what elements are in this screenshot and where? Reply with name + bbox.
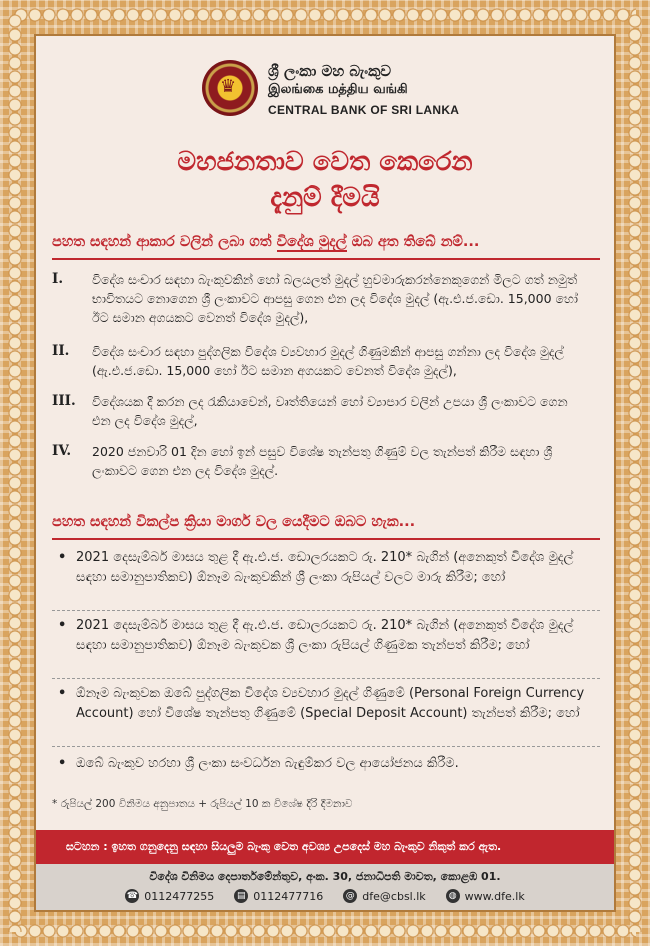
email-contact[interactable]: [343, 889, 425, 903]
bank-name-block: [268, 62, 459, 117]
notice-panel: [34, 34, 616, 912]
list-item-text: 2021 දෙසැම්බර් මාසය තුළ දී ඇ.එ.ජ. ඩොලරයකට රු. 210* බැගින් (අනෙකුත් විදේශ මුදල් සඳහා සමානුපාතිකව) ඕනෑම බැංකුවකින් ශ්‍රී ලංකා රුපියල් වලට මාරු කිරීම; හෝ: [76, 550, 574, 585]
department-address: විදේශ විනිමය දෙපාර්තමේන්තුව, අංක. 30, ජනාධිපති මාවත, කොළඹ 01.: [149, 870, 501, 883]
website-link[interactable]: www.dfe.lk: [464, 889, 525, 903]
email-icon: @: [343, 889, 357, 903]
bullet-icon: •: [58, 756, 67, 771]
section1-heading-highlight: විදේශ මුදල්: [276, 234, 347, 250]
fax-icon: ▤: [234, 889, 248, 903]
item-separator: [52, 610, 600, 611]
list-item: [58, 754, 588, 774]
list-item: [52, 392, 600, 430]
list-item-text: විදේශයක දී කරන ලද රැකියාවෙන්, වෘත්තියෙන් හෝ ව්‍යාපාර වලින් උපයා ශ්‍රී ලංකාවට ගෙන එන ලද විදේශ මුදල්,: [92, 394, 568, 428]
section1-heading-post: ඔබ අත තිබේ නම්...: [346, 234, 480, 250]
section1-divider: [52, 258, 600, 260]
bank-logo: [202, 60, 502, 126]
headline-line-1: මහජනතාව වෙත කෙරෙන: [177, 147, 473, 177]
bullet-icon: •: [58, 686, 67, 701]
section2-divider: [52, 538, 600, 540]
border-scallop-top: [14, 8, 636, 22]
item-separator: [52, 746, 600, 747]
list-item: [58, 616, 588, 656]
note-text: සටහන : ඉහත ගනුදෙනු සඳහා සියලුම බැංකු වෙත අවශ්‍ය උපදෙස් මහ බැංකුව නිකුත් කර ඇත.: [66, 840, 502, 853]
list-item-number: II.: [52, 343, 70, 359]
web-contact[interactable]: [446, 889, 525, 903]
item-separator: [52, 678, 600, 679]
list-item: [52, 342, 600, 380]
list-item-number: I.: [52, 271, 64, 287]
list-item-text: ඔබේ බැංකුව හරහා ශ්‍රී ලංකා සංවර්ධන බැඳුම්කර වල ආයෝජනය කිරීම.: [76, 756, 459, 771]
border-scallop-right: [628, 14, 642, 932]
bank-name-sinhala: ශ්‍රී ලංකා මහ බැංකුව: [268, 62, 392, 80]
list-item: [52, 442, 600, 480]
phone-icon: ☎: [126, 891, 138, 901]
section1-heading-pre: පහත සඳහන් ආකාර වලින් ලබා ගත්: [52, 234, 277, 250]
section1-heading: [52, 234, 600, 250]
section2-heading: පහත සඳහන් විකල්ප ක්‍රියා මාර්ග වල යෙදීමට ඔබට හැක...: [52, 514, 416, 530]
phone-number: 0112477255: [144, 889, 215, 903]
rate-footnote: * රුපියල් 200 විනිමය අනුපාතය + රුපියල් 10 ක විශේෂ දිරි දීමනාව: [52, 798, 353, 810]
list-item: [58, 684, 588, 724]
list-item: [58, 548, 588, 588]
list-item-text: ඕනෑම බැංකුවක ඔබේ පුද්ගලික විදේශ ව්‍යවහාර මුදල් ගිණුමේ (Personal Foreign Currency Account) හෝ විශේෂ තැන්පතු ගිණුමේ (Special Deposit Account) තැන්පත් කිරීම; හෝ: [76, 686, 585, 721]
list-item-number: III.: [52, 393, 76, 409]
fax-contact: [234, 889, 323, 903]
list-item-text: 2021 දෙසැම්බර් මාසය තුළ දී ඇ.එ.ජ. ඩොලරයකට රු. 210* බැගින් (අනෙකුත් විදේශ මුදල් සඳහා සමානුපාතිකව) ඕනෑම බැංකුවක ශ්‍රී ලංකා රුපියල් ගිණුමක තැන්පත් කිරීම; හෝ: [76, 618, 574, 653]
contact-bar: [36, 864, 614, 910]
bank-seal-icon: ♛: [202, 60, 258, 116]
note-banner: [36, 830, 614, 864]
headline-line-2: දැනුම් දීමයි: [270, 183, 380, 213]
email-address[interactable]: dfe@cbsl.lk: [362, 889, 426, 903]
bank-name-tamil: இலங்கை மத்திய வங்கி: [268, 82, 408, 97]
globe-icon: ◍: [446, 889, 460, 903]
border-scallop-left: [8, 14, 22, 932]
phone-contact: [125, 889, 214, 903]
bullet-icon: •: [58, 618, 67, 633]
contact-row: [36, 889, 614, 903]
list-item-text: විදේශ සංචාර සඳහා බැංකුවකින් හෝ බලයලත් මුදල් හුවමාරුකරන්නෙකුගෙන් මිලට ගත් නමුත් භාවිතයට නොගෙන ශ්‍රී ලංකාවට ආපසු ගෙන එන ලද විදේශ මුදල් (ඇ.එ.ජ.ඩො. 15,000 හෝ ඊට සමාන අගයකට වෙනත් විදේශ මුදල්),: [92, 272, 578, 325]
list-item: [52, 270, 600, 327]
list-item-text: විදේශ සංචාර සඳහා පුද්ගලික විදේශ ව්‍යවහාර මුදල් ගිණුමකින් ආපසු ගන්නා ලද විදේශ මුදල් (ඇ.එ.ජ.ඩො. 15,000 හෝ ඊට සමාන අගයකට වෙනත් විදේශ මුදල්),: [92, 344, 564, 378]
border-scallop-bottom: [14, 924, 636, 938]
fax-number: 0112477716: [253, 889, 324, 903]
list-item-text: 2020 ජනවාරි 01 දින හෝ ඉන් පසුව විශේෂ තැන්පතු ගිණුම් වල තැන්පත් කිරීම සඳහා ශ්‍රී ලංකාවට ගෙන එන ලද විදේශ මුදල්.: [92, 444, 553, 478]
bullet-icon: •: [58, 550, 67, 565]
bank-name-english: CENTRAL BANK OF SRI LANKA: [268, 103, 460, 117]
list-item-number: IV.: [52, 443, 72, 459]
notice-headline: [36, 144, 614, 216]
